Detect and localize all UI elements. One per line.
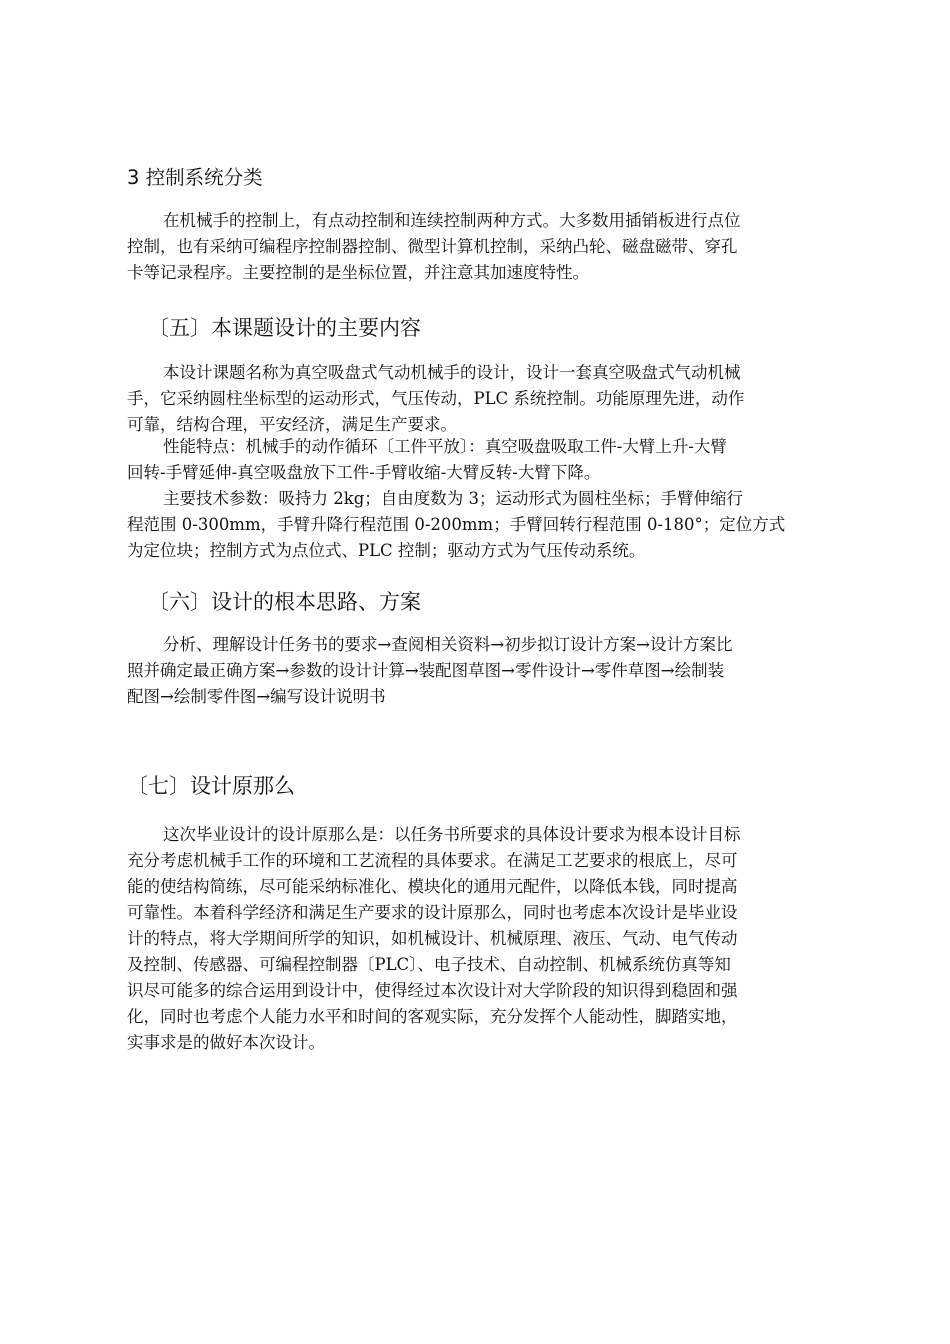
text-line: 为定位块；控制方式为点位式、PLC 控制；驱动方式为气压传动系统。 bbox=[127, 541, 646, 560]
paragraph-performance bbox=[127, 434, 835, 486]
text-line: 分析、理解设计任务书的要求→查阅相关资料→初步拟订设计方案→设计方案比 bbox=[163, 635, 733, 654]
text-line: 化，同时也考虑个人能力水平和时间的客观实际，充分发挥个人能动性，脚踏实地， bbox=[127, 1007, 738, 1026]
text-line: 照并确定最正确方案→参数的设计计算→装配图草图→零件设计→零件草图→绘制装 bbox=[127, 661, 725, 680]
text-line: 控制，也有采纳可编程序控制器控制、微型计算机控制，采纳凸轮、磁盘磁带、穿孔 bbox=[127, 237, 738, 256]
text-line: 主要技术参数：吸持力 2kg；自由度数为 3；运动形式为圆柱坐标；手臂伸缩行 bbox=[163, 489, 744, 508]
section-heading-design-approach: 〔六〕设计的根本思路、方案 bbox=[148, 590, 421, 614]
text-line: 实事求是的做好本次设计。 bbox=[127, 1033, 325, 1052]
text-line: 卡等记录程序。主要控制的是坐标位置，并注意其加速度特性。 bbox=[127, 263, 589, 282]
paragraph-control-methods bbox=[127, 208, 835, 286]
text-line: 在机械手的控制上，有点动控制和连续控制两种方式。大多数用插销板进行点位 bbox=[163, 211, 741, 230]
text-line: 可靠，结构合理，平安经济，满足生产要求。 bbox=[127, 415, 457, 434]
text-line: 计的特点，将大学期间所学的知识，如机械设计、机械原理、液压、气动、电气传动 bbox=[127, 929, 738, 948]
text-line: 回转-手臂延伸-真空吸盘放下工件-手臂收缩-大臂反转-大臂下降。 bbox=[127, 463, 601, 482]
text-line: 及控制、传感器、可编程控制器〔PLC〕、电子技术、自动控制、机械系统仿真等知 bbox=[127, 955, 731, 974]
text-line: 本设计课题名称为真空吸盘式气动机械手的设计，设计一套真空吸盘式气动机械 bbox=[163, 363, 741, 382]
paragraph-technical-parameters bbox=[127, 486, 835, 564]
text-line: 配图→绘制零件图→编写设计说明书 bbox=[127, 687, 386, 706]
text-line: 程范围 0-300mm，手臂升降行程范围 0-200mm；手臂回转行程范围 0-180°；定位方式 bbox=[127, 515, 786, 534]
text-line: 识尽可能多的综合运用到设计中，使得经过本次设计对大学阶段的知识得到稳固和强 bbox=[127, 981, 738, 1000]
paragraph-design-flow bbox=[127, 632, 835, 710]
text-line: 可靠性。本着科学经济和满足生产要求的设计原那么，同时也考虑本次设计是毕业设 bbox=[127, 903, 738, 922]
text-line: 这次毕业设计的设计原那么是：以任务书所要求的具体设计要求为根本设计目标 bbox=[163, 825, 741, 844]
text-line: 性能特点：机械手的动作循环〔工件平放〕：真空吸盘吸取工件-大臂上升-大臂 bbox=[163, 437, 727, 456]
section-heading-control-classification: 3 控制系统分类 bbox=[127, 166, 263, 189]
text-line: 充分考虑机械手工作的环境和工艺流程的具体要求。在满足工艺要求的根底上，尽可 bbox=[127, 851, 738, 870]
section-heading-design-principles: 〔七〕设计原那么 bbox=[127, 774, 295, 798]
paragraph-design-principles bbox=[127, 822, 835, 1056]
section-heading-main-content: 〔五〕本课题设计的主要内容 bbox=[148, 316, 421, 340]
paragraph-design-topic bbox=[127, 360, 835, 438]
text-line: 手，它采纳圆柱坐标型的运动形式，气压传动，PLC 系统控制。功能原理先进，动作 bbox=[127, 389, 745, 408]
text-line: 能的使结构简练，尽可能采纳标准化、模块化的通用元配件，以降低本钱，同时提高 bbox=[127, 877, 738, 896]
